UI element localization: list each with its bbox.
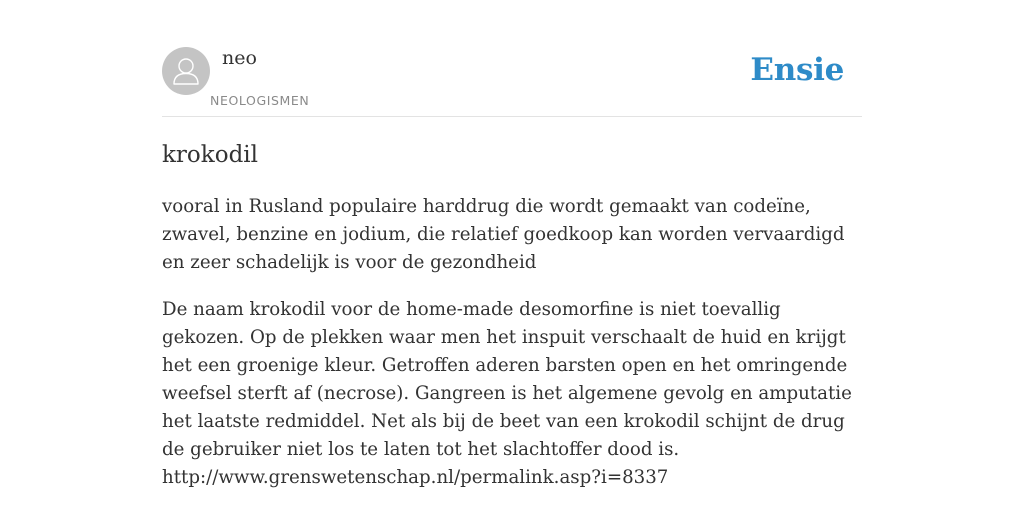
author-avatar[interactable]	[162, 47, 210, 95]
brand-logo[interactable]: Ensie	[750, 52, 844, 88]
user-silhouette-icon	[162, 47, 210, 95]
entry-definition: vooral in Rusland populaire harddrug die wordt gemaakt van codeïne, zwavel, benzine en jodium, die relatief goedkoop kan worden vervaardigd en zeer schadelijk is voor de gezondheid	[162, 196, 845, 273]
category-label[interactable]: NEOLOGISMEN	[210, 93, 310, 108]
entry-title: krokodil	[162, 142, 258, 168]
entry-card	[162, 0, 862, 488]
source-link[interactable]: http://www.grenswetenschap.nl/permalink.asp?i=8337	[162, 467, 669, 488]
entry-example-block	[162, 296, 862, 492]
author-name[interactable]: neo	[222, 47, 257, 69]
entry-header	[162, 0, 862, 117]
entry-example-text: De naam krokodil voor de home-made desomorfine is niet toevallig gekozen. Op de plekken waar men het inspuit verschaalt de huid en krijgt het een groenige kleur. Getroffen aderen barsten open en het omringende weefsel sterft af (necrose). Gangreen is het algemene gevolg en amputatie het laatste redmiddel. Net als bij de beet van een krokodil schijnt de drug de gebruiker niet los te laten tot het slachtoffer dood is.	[162, 299, 852, 460]
